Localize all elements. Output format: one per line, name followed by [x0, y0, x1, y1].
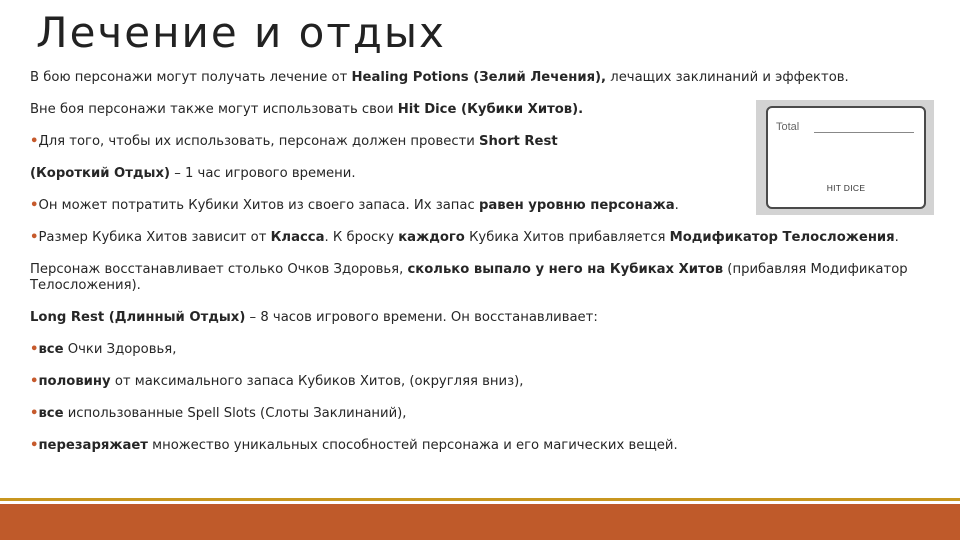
bullet-marker: •	[30, 198, 39, 213]
bullet-hit-dice-size: •Размер Кубика Хитов зависит от Класса. К броску каждого Кубика Хитов прибавляется Модификатор Телосложения.	[30, 230, 899, 245]
bullet-recharge: •перезаряжает множество уникальных способностей персонажа и его магических вещей.	[30, 438, 678, 453]
footer-bar	[0, 504, 960, 540]
hit-dice-total-line	[814, 132, 914, 133]
slide-title: Лечение и отдых	[36, 8, 446, 57]
paragraph-short-rest-duration: (Короткий Отдых) – 1 час игрового времени.	[30, 166, 356, 181]
paragraph-long-rest: Long Rest (Длинный Отдых) – 8 часов игрового времени. Он восстанавливает:	[30, 310, 598, 325]
bullet-marker: •	[30, 438, 39, 453]
hit-dice-card-image	[756, 100, 934, 215]
bullet-marker: •	[30, 342, 39, 357]
footer-accent-line	[0, 498, 960, 501]
bullet-spell-slots: •все использованные Spell Slots (Слоты Заклинаний),	[30, 406, 407, 421]
hit-dice-caption: HIT DICE	[826, 183, 866, 193]
bullet-marker: •	[30, 230, 39, 245]
bullet-all-hp: •все Очки Здоровья,	[30, 342, 177, 357]
hit-dice-card-frame	[766, 106, 926, 209]
paragraph-hit-dice-intro: Вне боя персонажи также могут использовать свои Hit Dice (Кубики Хитов).	[30, 102, 584, 117]
hit-dice-total-label: Total	[776, 121, 800, 133]
paragraph-hp-restore: Персонаж восстанавливает столько Очков Здоровья, сколько выпало у него на Кубиках Хитов (прибавляя Модификатор Телосложения).	[30, 262, 908, 293]
bullet-marker: •	[30, 374, 39, 389]
bullet-spend-hit-dice: •Он может потратить Кубики Хитов из своего запаса. Их запас равен уровню персонажа.	[30, 198, 679, 213]
bullet-marker: •	[30, 134, 39, 149]
bullet-marker: •	[30, 406, 39, 421]
bullet-short-rest: •Для того, чтобы их использовать, персонаж должен провести Short Rest	[30, 134, 558, 149]
paragraph-combat-healing: В бою персонажи могут получать лечение от Healing Potions (Зелий Лечения), лечащих заклинаний и эффектов.	[30, 70, 849, 85]
bullet-half-hit-dice: •половину от максимального запаса Кубиков Хитов, (округляя вниз),	[30, 374, 524, 389]
